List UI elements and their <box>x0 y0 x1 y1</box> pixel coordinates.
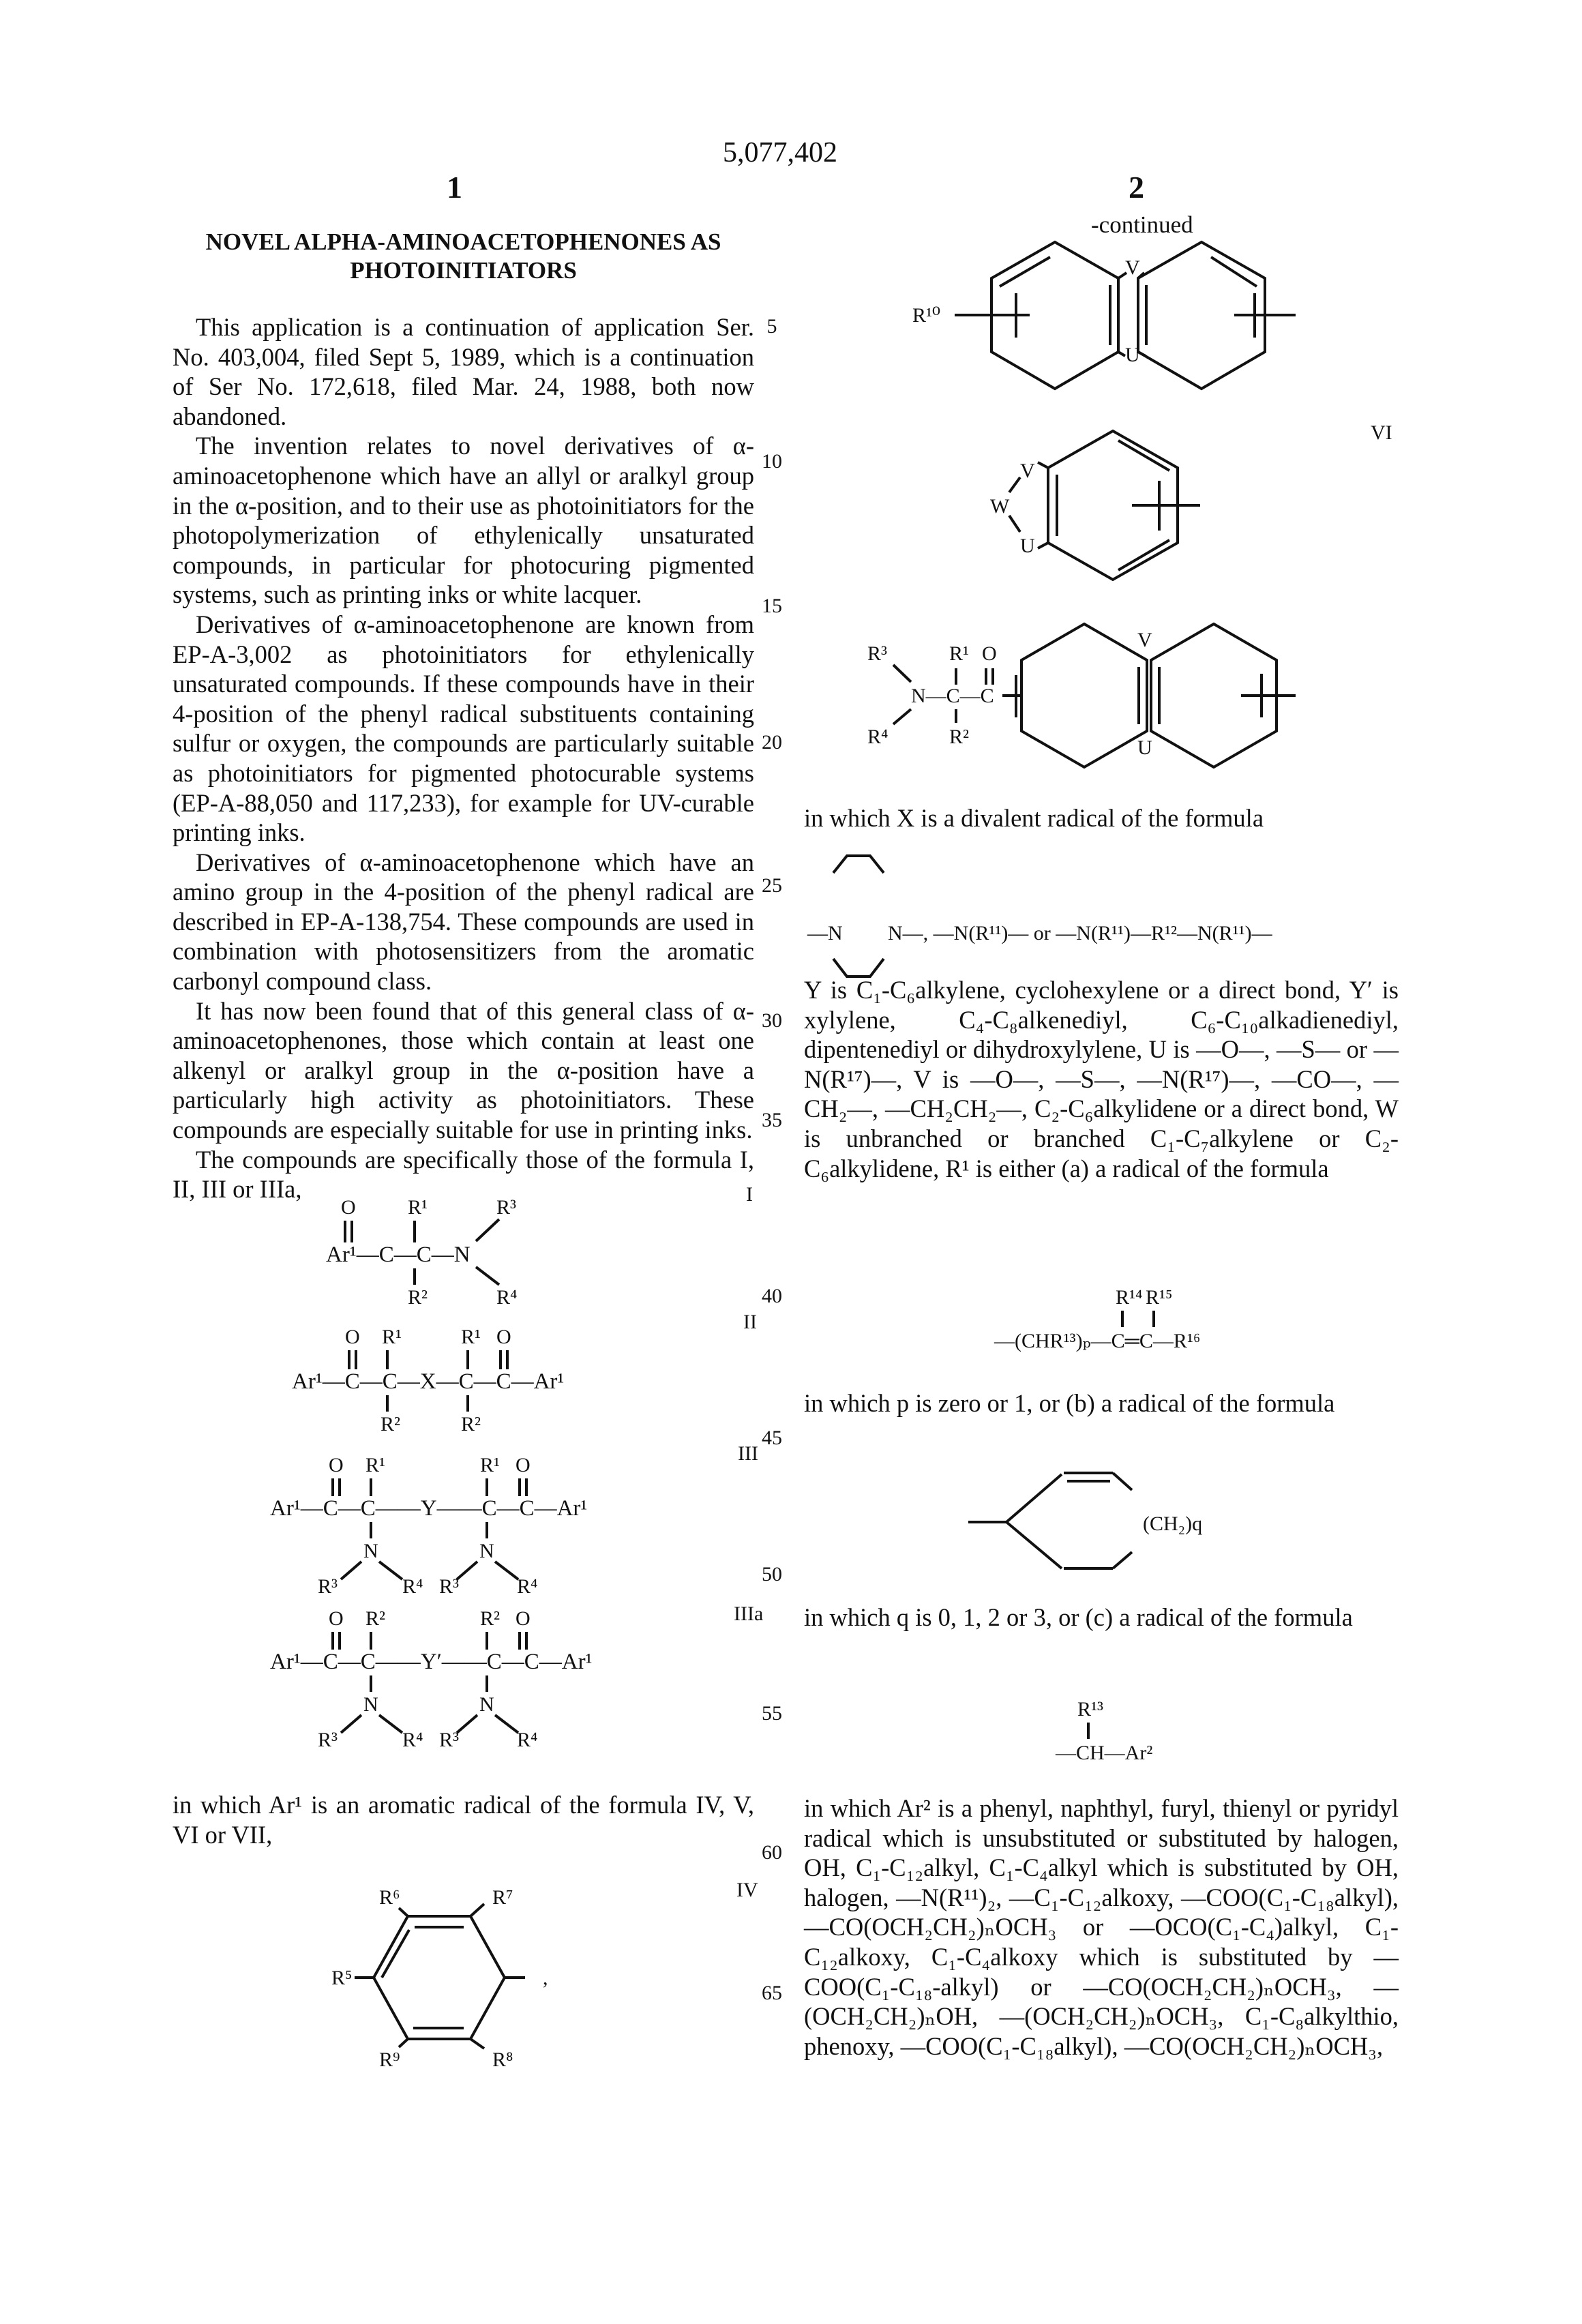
atom-label: O <box>329 1607 344 1630</box>
x-formula-piperazine <box>807 856 1273 977</box>
formula-IIIa <box>270 1607 593 1751</box>
atom-label: R¹³ <box>1077 1698 1103 1720</box>
atom-label: R² <box>480 1607 500 1630</box>
atom-label: R⁴ <box>402 1575 423 1598</box>
paragraph: in which q is 0, 1, 2 or 3, or (c) a radical of the formula <box>804 1603 1399 1633</box>
formula-text: N—, —N(R¹¹)— or —N(R¹¹)—R¹²—N(R¹¹)— <box>888 922 1273 944</box>
formula-I <box>326 1196 517 1309</box>
line-number: 20 <box>758 731 786 754</box>
atom-label: O <box>982 642 997 665</box>
atom-label: R³ <box>318 1575 338 1598</box>
formula-main: Ar¹—C—C—N <box>326 1242 471 1267</box>
atom-label: R² <box>949 726 969 748</box>
r1-formula-c <box>1055 1698 1152 1764</box>
paragraph: The invention relates to novel derivatives of α-aminoacetophenone which have an allyl or aralkyl group in the α-position, and to their use as photoinitiators for the photopolymerization of ethylenically unsaturated compounds, in particular for photocuring pigmented systems, such as printing inks or white lacquer. <box>173 431 754 610</box>
atom-label: O <box>345 1326 360 1348</box>
atom-label: (CH₂)q <box>1143 1513 1202 1535</box>
atom-label: R¹ <box>365 1454 385 1476</box>
formula-II <box>292 1326 564 1435</box>
paragraph: Y is C₁-C₆alkylene, cyclohexylene or a direct bond, Y′ is xylylene, C₄-C₈alkenediyl, C₆-C₁₀alkadienediyl, dipentenediyl or dihydroxylylene, U is —O—, —S— or —N(R¹⁷)—, V is —O—, —S—, —N(R¹⁷)—, —CO—, —CH₂—, —CH₂CH₂—, C₂-C₆alkylidene or a direct bond, W is unbranched or branched C₁-C₇alkylene or C₂-C₆alkylidene, R¹ is either (a) a radical of the formula <box>804 975 1399 1183</box>
continued-label: -continued <box>1091 211 1193 239</box>
formula-label-III: III <box>738 1442 758 1465</box>
atom-label: O <box>496 1326 511 1348</box>
atom-label: R⁶ <box>379 1886 400 1909</box>
atom-label: R¹⁵ <box>1146 1286 1172 1309</box>
r1-formula-b <box>968 1473 1202 1568</box>
atom-label: R¹⁴ <box>1116 1286 1142 1309</box>
line-number: 15 <box>758 595 786 618</box>
line-number: 30 <box>758 1009 786 1032</box>
atom-label: R² <box>380 1413 400 1435</box>
formula-label-VI: VI <box>1371 421 1392 445</box>
formula-label-I: I <box>746 1183 753 1206</box>
paragraph: Derivatives of α-aminoacetophenone are known from EP-A-3,002 as photoinitiators for ethylenically unsaturated compounds. If these compounds have in their 4-position of the phenyl radical substituents containing sulfur or oxygen, the compounds are particularly suitable as photoinitiators for pigmented photocurable systems (EP-A-88,050 and 117,233), for example for UV-curable printing inks. <box>173 610 754 848</box>
atom-label: R³ <box>439 1575 459 1598</box>
formula-main: N—C—C <box>911 685 994 707</box>
atom-label: U <box>1020 535 1035 557</box>
line-number: 5 <box>758 315 786 338</box>
formula-text: —N <box>807 922 843 944</box>
atom-label: R² <box>408 1286 428 1309</box>
atom-label: R⁸ <box>492 2049 513 2071</box>
formula-main: Ar¹—C—C——Y——C—C—Ar¹ <box>270 1496 587 1521</box>
formula-V <box>912 242 1296 389</box>
atom-label: N <box>479 1693 494 1716</box>
atom-label: V <box>1125 256 1140 279</box>
chemical-structures <box>0 0 1582 2324</box>
atom-label: R¹ <box>480 1454 500 1476</box>
line-number: 40 <box>758 1285 786 1308</box>
atom-label: R⁴ <box>496 1286 517 1309</box>
paragraph: The compounds are specifically those of the formula I, II, III or IIIa, <box>173 1145 754 1204</box>
atom-label: R⁴ <box>517 1575 537 1598</box>
atom-label: O <box>329 1454 344 1476</box>
line-number: 45 <box>758 1427 786 1450</box>
formula-IV <box>331 1886 548 2071</box>
r1-formula-a <box>994 1286 1200 1352</box>
atom-label: R⁴ <box>402 1729 423 1751</box>
line-number: 35 <box>758 1109 786 1132</box>
formula-main: —(CHR¹³)ₚ—C═C—R¹⁶ <box>994 1330 1200 1352</box>
atom-label: O <box>341 1196 356 1219</box>
atom-label: R³ <box>439 1729 459 1751</box>
paragraph: It has now been found that of this general class of α-aminoacetophenones, those which contain at least one alkenyl or aralkyl group in the α-position have a particularly high activity as photoinitiators. These compounds are especially suitable for use in printing inks. <box>173 996 754 1145</box>
atom-label: R² <box>461 1413 481 1435</box>
atom-label: U <box>1125 344 1140 366</box>
line-number: 65 <box>758 1982 786 2005</box>
atom-label: N <box>363 1693 378 1716</box>
paragraph: in which Ar¹ is an aromatic radical of the formula IV, V, VI or VII, <box>173 1790 754 1849</box>
line-number: 60 <box>758 1841 786 1864</box>
line-number: 50 <box>758 1563 786 1586</box>
atom-label: O <box>516 1607 531 1630</box>
atom-label: R¹ <box>949 642 969 665</box>
atom-label: R¹ <box>382 1326 402 1348</box>
formula-label-II: II <box>743 1311 757 1334</box>
paragraph: in which p is zero or 1, or (b) a radical of the formula <box>804 1388 1399 1418</box>
atom-label: R¹ <box>461 1326 481 1348</box>
formula-III <box>270 1454 587 1598</box>
paragraph: in which Ar² is a phenyl, naphthyl, furyl, thienyl or pyridyl radical which is unsubstituted or substituted by halogen, OH, C₁-C₁₂alkyl, C₁-C₄alkyl which is substituted by OH, halogen, —N(R¹¹)₂, —C₁-C₁₂alkoxy, —COO(C₁-C₁₈alkyl), —CO(OCH₂CH₂)ₙOCH₃ or —OCO(C₁-C₄)alkyl, C₁-C₁₂alkoxy, C₁-C₄alkoxy which is substituted by —COO(C₁-C₁₈-alkyl) or —CO(OCH₂CH₂)ₙOCH₃, —(OCH₂CH₂)ₙOH, —(OCH₂CH₂)ₙOCH₃, C₁-C₈alkylthio, phenoxy, —COO(C₁-C₁₈alkyl), —CO(OCH₂CH₂)ₙOCH₃, <box>804 1793 1399 2061</box>
atom-label: R¹⁰ <box>912 304 940 327</box>
line-number: 10 <box>758 450 786 473</box>
atom-label: V <box>1020 460 1035 482</box>
line-number: 55 <box>758 1702 786 1725</box>
line-number: 25 <box>758 874 786 897</box>
column-number-left: 1 <box>447 169 462 205</box>
paragraph: This application is a continuation of application Ser. No. 403,004, filed Sept 5, 1989, which is a continuation of Ser No. 172,618, filed Mar. 24, 1988, both now abandoned. <box>173 312 754 431</box>
formula-VII <box>867 624 1296 767</box>
patent-title: NOVEL ALPHA-AMINOACETOPHENONES AS PHOTOINITIATORS <box>173 228 754 285</box>
formula-label-IV: IV <box>736 1879 758 1902</box>
atom-label: R⁵ <box>331 1967 352 1989</box>
column-number-right: 2 <box>1129 169 1144 205</box>
atom-label: N <box>363 1540 378 1562</box>
atom-label: V <box>1137 629 1152 651</box>
atom-label: R⁴ <box>867 726 888 748</box>
atom-label: R⁴ <box>517 1729 537 1751</box>
atom-label: W <box>990 495 1010 518</box>
atom-label: O <box>516 1454 531 1476</box>
patent-number: 5,077,402 <box>723 136 837 169</box>
atom-label: R¹ <box>408 1196 428 1219</box>
atom-label: R² <box>365 1607 385 1630</box>
atom-label: R⁹ <box>379 2049 400 2071</box>
formula-main: Ar¹—C—C——Y′——C—C—Ar¹ <box>270 1650 593 1674</box>
paragraph: in which X is a divalent radical of the formula <box>804 803 1399 833</box>
paragraph: Derivatives of α-aminoacetophenone which have an amino group in the 4-position of the phenyl radical are described in EP-A-138,754. These compounds are used in combination with photosensitizers from the aromatic carbonyl compound class. <box>173 848 754 996</box>
atom-label: R³ <box>496 1196 516 1219</box>
atom-label: U <box>1137 736 1152 759</box>
formula-VI <box>990 431 1200 580</box>
atom-label: R³ <box>318 1729 338 1751</box>
formula-main: —CH—Ar² <box>1055 1742 1152 1764</box>
formula-label-IIIa: IIIa <box>734 1603 763 1626</box>
comma: , <box>543 1967 548 1989</box>
formula-main: Ar¹—C—C—X—C—C—Ar¹ <box>292 1369 564 1394</box>
atom-label: R⁷ <box>492 1886 513 1909</box>
atom-label: R³ <box>867 642 887 665</box>
atom-label: N <box>479 1540 494 1562</box>
